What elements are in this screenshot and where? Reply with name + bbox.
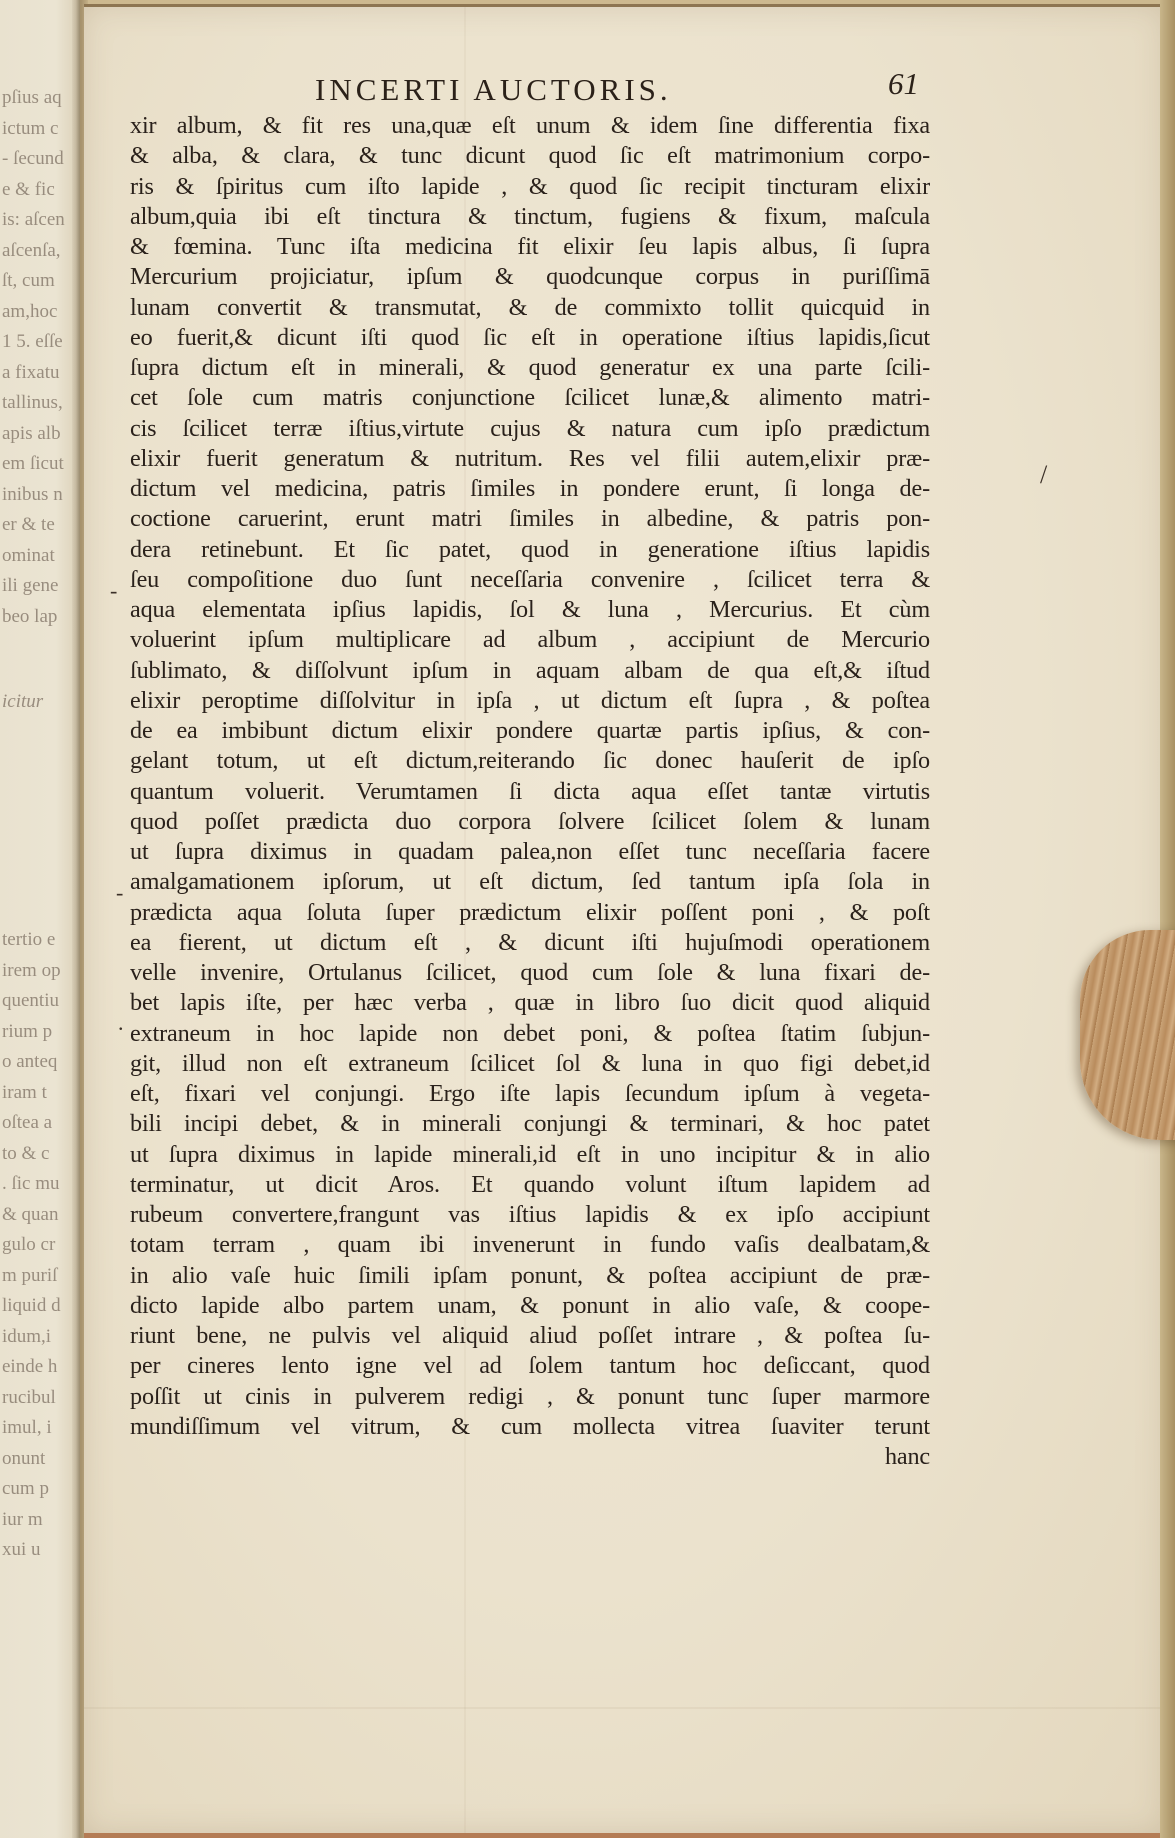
- text-line: elixir fuerit generatum & nutritum. Res vel filii autem,elixir præ-: [130, 444, 930, 472]
- facing-page-line: oſtea a: [2, 1112, 53, 1133]
- catchword: hanc: [884, 1443, 930, 1470]
- text-line: cet ſole cum matris conjunctione ſcilicet lunæ,& alimento matri-: [130, 384, 930, 412]
- text-line: quod poſſet prædicta duo corpora ſolvere ſcilicet ſolem & lunam: [130, 807, 930, 835]
- facing-page-line: imul, i: [2, 1417, 52, 1438]
- text-line: ea fierent, ut dictum eſt , & dicunt iſti hujuſmodi operationem: [130, 928, 930, 956]
- text-line: ut ſupra diximus in lapide minerali,id eſt in uno incipitur & in alio: [130, 1140, 930, 1168]
- text-line: bet lapis iſte, per hæc verba , quæ in libro ſuo dicit quod aliquid: [130, 989, 930, 1017]
- facing-page-line: beo lap: [2, 605, 58, 627]
- facing-page-line: iur m: [2, 1508, 43, 1530]
- margin-dash-mark: -: [110, 578, 118, 603]
- facing-page-line: e & fic: [2, 178, 55, 200]
- text-line: ſeu compoſitione duo ſunt neceſſaria convenire , ſcilicet terra &: [130, 565, 930, 593]
- text-line: bili incipi debet, & in minerali conjungi & terminari, & hoc patet: [130, 1110, 930, 1138]
- text-line: xir album, & fit res una,quæ eſt unum & idem ſine differentia fixa: [130, 112, 930, 139]
- facing-page-line: irem op: [2, 959, 61, 981]
- facing-page-line: einde h: [2, 1356, 58, 1377]
- facing-page-line: cum p: [2, 1478, 49, 1499]
- facing-page-line: inibus n: [2, 483, 63, 505]
- text-line: de ea imbibunt dictum elixir pondere quartæ partis ipſius, & con-: [130, 717, 930, 744]
- facing-page-line: gulo cr: [2, 1234, 56, 1255]
- text-line: dicto lapide albo partem unam, & ponunt in alio vaſe, & coope-: [130, 1291, 930, 1319]
- facing-page-line: tallinus,: [2, 392, 63, 413]
- facing-page-line: am,hoc: [2, 300, 58, 322]
- text-line: elixir peroptime diſſolvitur in ipſa , ut dictum eſt ſupra , & poſtea: [130, 686, 930, 714]
- page-edge: [1160, 0, 1175, 1838]
- text-line: ſublimato, & diſſolvunt ipſum in aquam albam de qua eſt,& iſtud: [130, 656, 930, 684]
- facing-page-line: er & te: [2, 514, 55, 535]
- facing-page-line: iram t: [2, 1081, 47, 1103]
- text-line: per cineres lento igne vel ad ſolem tantum hoc deſiccant, quod: [130, 1352, 930, 1380]
- text-line: & alba, & clara, & tunc dicunt quod ſic eſt matrimonium corpo-: [130, 142, 930, 170]
- facing-page-line: is: aſcen: [2, 209, 65, 230]
- margin-dash-mark: -: [116, 880, 124, 905]
- paper-crease: [84, 1707, 1164, 1709]
- facing-page-line: m puriſ: [2, 1264, 58, 1286]
- facing-page-line: ſt, cum: [2, 270, 55, 291]
- facing-page-line: xui u: [2, 1539, 41, 1560]
- text-line: cis ſcilicet terræ iſtius,virtute cujus & natura cum ipſo prædictum: [130, 414, 930, 442]
- text-line: git, illud non eſt extraneum ſcilicet ſol & luna in quo figi debet,id: [130, 1049, 930, 1077]
- margin-stroke-mark: /: [1040, 460, 1048, 489]
- text-line: album,quia ibi eſt tinctura & tinctum, fugiens & fixum, maſcula: [130, 202, 930, 230]
- facing-page-italic-word: icitur: [2, 691, 44, 712]
- text-line: ſupra dictum eſt in minerali, & quod generatur ex una parte ſcili-: [130, 354, 930, 381]
- facing-page-line: a fixatu: [2, 361, 60, 383]
- text-line: & fœmina. Tunc iſta medicina fit elixir ſeu lapis albus, ſi ſupra: [130, 233, 930, 260]
- text-line: mundiſſimum vel vitrum, & cum mollecta vitrea ſuaviter terunt: [130, 1412, 930, 1440]
- text-line: extraneum in hoc lapide non debet poni, & poſtea ſtatim ſubjun-: [130, 1019, 930, 1047]
- facing-page-line: em ſicut: [2, 453, 64, 474]
- text-line: amalgamationem ipſorum, ut eſt dictum, ſed tantum ipſa ſola in: [130, 868, 930, 896]
- facing-page-line: . ſic mu: [2, 1173, 60, 1194]
- facing-page-line: ominat: [2, 544, 55, 566]
- text-line: eſt, fixari vel conjungi. Ergo iſte lapis ſecundum ipſum à vegeta-: [130, 1080, 930, 1107]
- text-line: voluerint ipſum multiplicare ad album , accipiunt de Mercurio: [130, 626, 930, 654]
- facing-page-fragment: [0, 0, 80, 1838]
- running-head: INCERTI AUCTORIS.: [315, 72, 672, 107]
- text-line: velle invenire, Ortulanus ſcilicet, quod cum ſole & luna fixari de-: [130, 959, 930, 986]
- text-line: ut ſupra diximus in quadam palea,non eſſet tunc neceſſaria facere: [130, 838, 930, 865]
- facing-page-line: to & c: [2, 1142, 50, 1164]
- text-line: coctione caruerint, erunt matri ſimiles in albedine, & patris pon-: [130, 505, 930, 533]
- text-line: Mercurium projiciatur, ipſum & quodcunque corpus in puriſſimā: [130, 263, 930, 291]
- margin-dash-mark: .: [118, 1010, 124, 1035]
- facing-page-line: 1 5. eſſe: [2, 331, 63, 352]
- facing-page-line: - ſecund: [2, 148, 64, 169]
- page-number: 61: [888, 66, 919, 101]
- text-line: eo fuerit,& dicunt iſti quod ſic eſt in operatione iſtius lapidis,ſicut: [130, 323, 930, 351]
- text-line: rubeum convertere,frangunt vas iſtius lapidis & ex ipſo accipiunt: [130, 1201, 930, 1228]
- text-line: ris & ſpiritus cum iſto lapide , & quod ſic recipit tincturam elixir: [130, 172, 930, 200]
- facing-page-line: & quan: [2, 1203, 59, 1225]
- facing-page-line: quentiu: [2, 990, 59, 1011]
- facing-page-line: pſius aq: [2, 87, 62, 108]
- facing-page-line: liquid d: [2, 1295, 61, 1316]
- facing-page-line: tertio e: [2, 929, 56, 950]
- facing-page-line: apis alb: [2, 422, 61, 444]
- facing-page-line: o anteq: [2, 1051, 58, 1072]
- facing-page-line: ictum c: [2, 117, 59, 139]
- text-line: terminatur, ut dicit Aros. Et quando volunt iſtum lapidem ad: [130, 1170, 930, 1198]
- text-line: prædicta aqua ſoluta ſuper prædictum elixir poſſent poni , & poſt: [130, 898, 930, 926]
- text-line: totam terram , quam ibi invenerunt in fundo vaſis dealbatam,&: [130, 1231, 930, 1259]
- facing-page-line: onunt: [2, 1447, 46, 1469]
- text-line: lunam convertit & transmutat, & de commixto tollit quicquid in: [130, 293, 930, 321]
- text-line: dera retinebunt. Et ſic patet, quod in generatione iſtius lapidis: [130, 535, 930, 563]
- text-line: poſſit ut cinis in pulverem redigi , & ponunt tunc ſuper marmore: [130, 1382, 930, 1410]
- text-line: aqua elementata ipſius lapidis, ſol & luna , Mercurius. Et cùm: [130, 596, 930, 623]
- facing-page-line: rium p: [2, 1020, 53, 1042]
- text-line: gelant totum, ut eſt dictum,reiterando ſic donec hauſerit de ipſo: [130, 747, 930, 775]
- facing-page-line: ili gene: [2, 575, 59, 596]
- text-line: riunt bene, ne pulvis vel aliquid aliud poſſet intrare , & poſtea ſu-: [130, 1322, 930, 1349]
- text-line: in alio vaſe huic ſimili ipſam ponunt, & poſtea accipiunt de præ-: [130, 1261, 930, 1289]
- text-line: quantum voluerit. Verumtamen ſi dicta aqua eſſet tantæ virtutis: [130, 777, 930, 805]
- facing-page-line: idum,i: [2, 1325, 52, 1347]
- facing-page-line: aſcenſa,: [2, 239, 61, 261]
- text-line: dictum vel medicina, patris ſimiles in pondere erunt, ſi longa de-: [130, 475, 930, 502]
- facing-page-line: rucibul: [2, 1386, 56, 1408]
